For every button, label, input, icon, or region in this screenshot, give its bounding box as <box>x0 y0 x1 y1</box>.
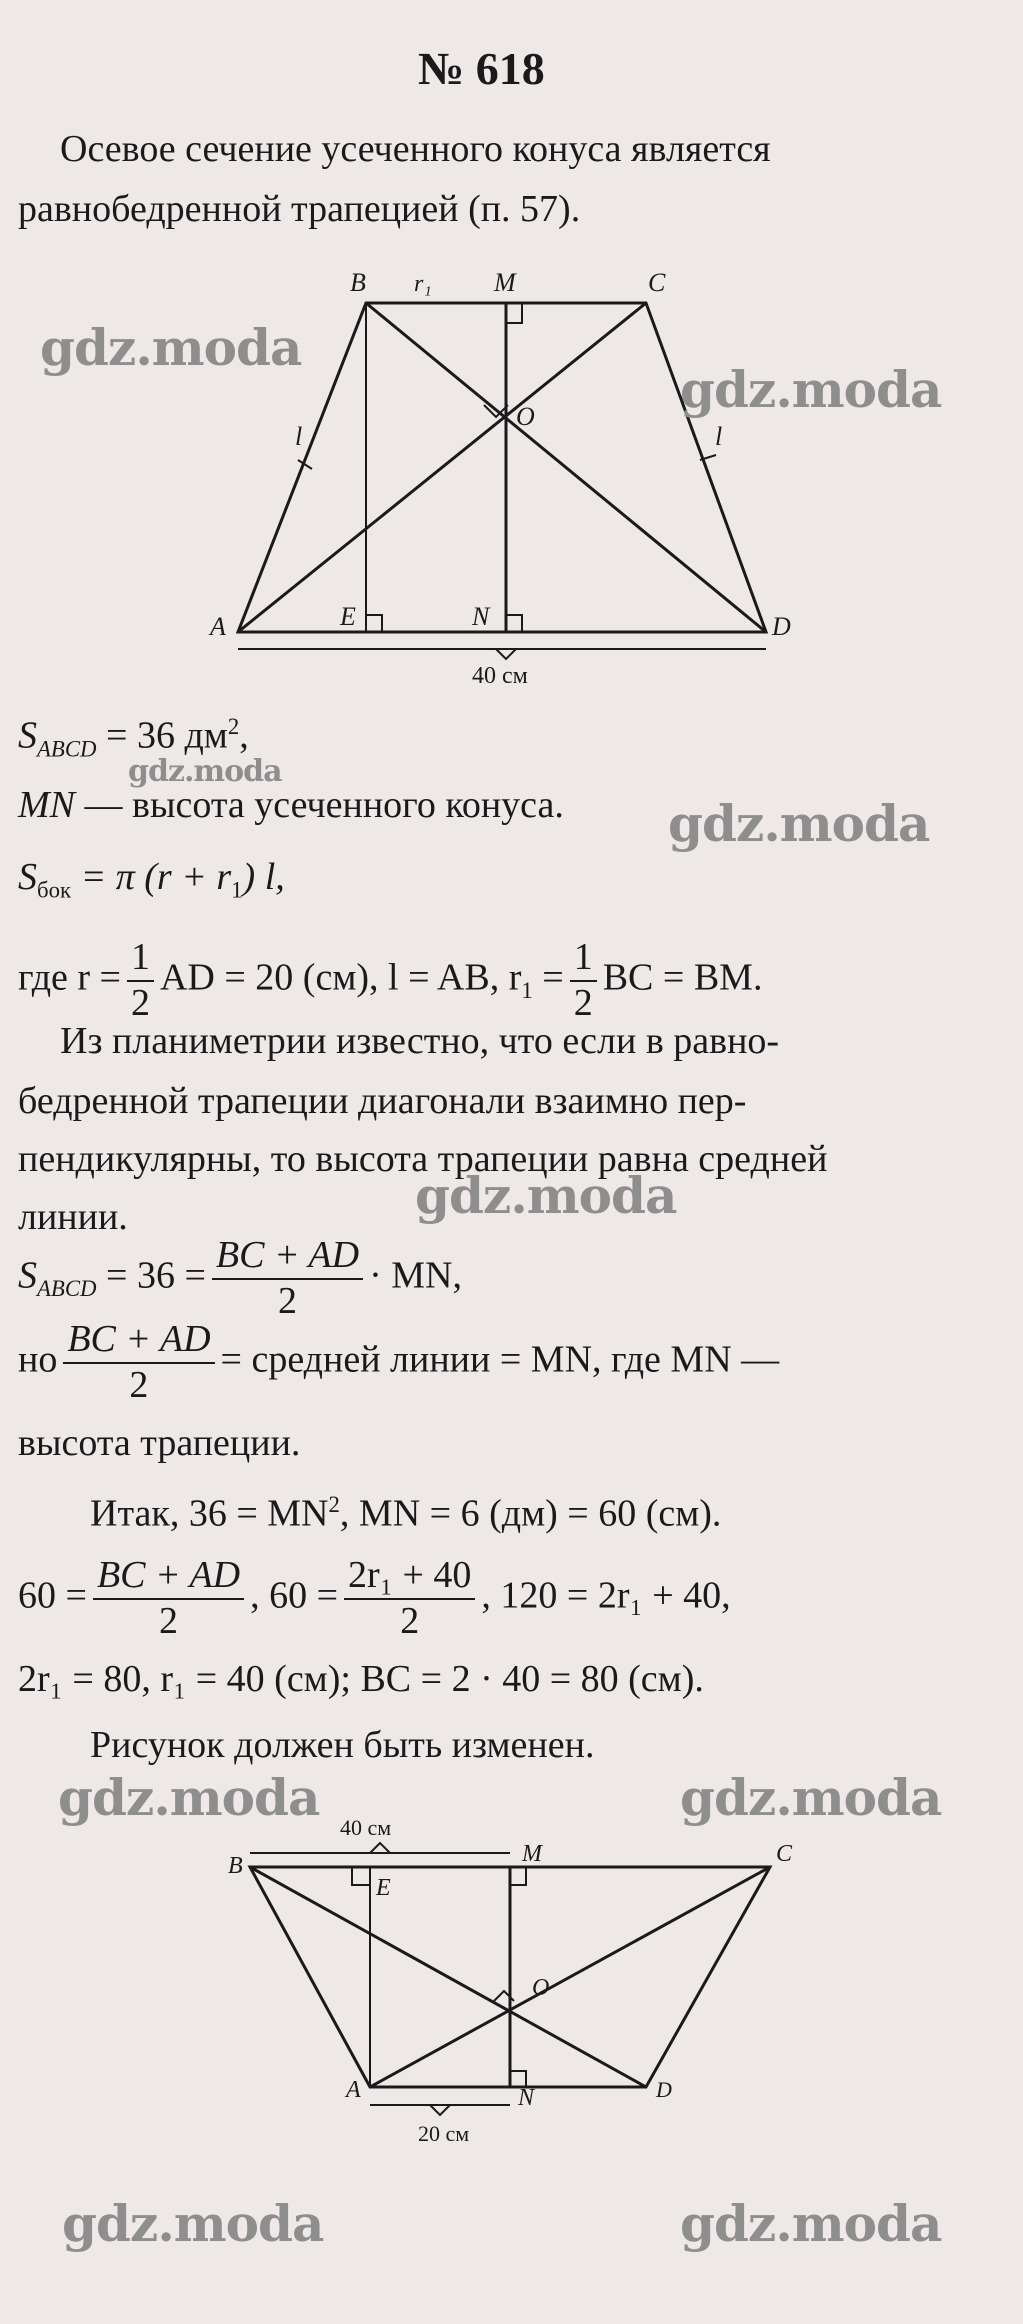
bottom-dimension-label: 40 см <box>472 663 528 689</box>
label-c: C <box>648 268 666 297</box>
label2-d: D <box>656 2077 672 2102</box>
watermark-8: gdz.moda <box>62 2194 324 2253</box>
equation-mid: , 60 = <box>250 1574 339 1617</box>
intro-line-2: равнобедренной трапецией (п. 57). <box>18 188 581 230</box>
half-2-num: 1 <box>570 938 597 982</box>
label2-e: E <box>376 1875 391 1901</box>
radius-den: 2 <box>400 1599 420 1642</box>
equation-line <box>18 1556 731 1642</box>
calc-no-tail: = средней линии = MN, где MN — <box>220 1338 780 1381</box>
half-fraction-1 <box>127 938 154 1024</box>
label-b: B <box>350 268 366 297</box>
calc-area-line <box>18 1236 462 1322</box>
intro-line-1: Осевое сечение усеченного конуса является <box>60 128 771 170</box>
label-r1: r₁ <box>414 271 432 297</box>
mn-line <box>18 786 564 824</box>
where-eq: = <box>532 956 564 999</box>
itak-lead: Итак, 36 = MN <box>90 1492 329 1535</box>
where-sub: 1 <box>521 978 533 1004</box>
half-2-den: 2 <box>573 981 593 1024</box>
label-l-right: l <box>715 422 723 451</box>
mn-variable: MN <box>18 784 75 826</box>
midline-3-den: 2 <box>159 1599 179 1642</box>
label-n: N <box>472 602 490 631</box>
final-result-line: 2r₁ = 80, r₁ = 40 (см); BC = 2 · 40 = 80 (см). <box>18 1658 704 1700</box>
midline-1-num: BC + AD <box>212 1236 363 1280</box>
watermark-2: gdz.moda <box>680 360 942 419</box>
trapezoid-1-outline <box>238 303 766 632</box>
top-dimension-label: 40 см <box>340 1815 392 1840</box>
mn-description: — высота усеченного конуса. <box>75 784 564 826</box>
itak-line <box>90 1494 721 1533</box>
problem-title: № 618 <box>418 43 545 94</box>
midline-fraction-2 <box>63 1320 214 1406</box>
watermark-3: gdz.moda <box>128 754 282 789</box>
bottom-brace-2-mark <box>430 2105 450 2115</box>
label2-m: M <box>522 1841 542 1867</box>
label-d: D <box>772 612 791 641</box>
equation-lead: 60 = <box>18 1574 87 1617</box>
equation-tail: , 120 = 2r₁ + 40, <box>481 1574 731 1617</box>
right-angle-n <box>506 615 522 632</box>
area-unit-power: 2 <box>227 714 240 739</box>
bottom-brace-mark <box>496 649 516 659</box>
area-value: = 36 дм <box>96 714 228 757</box>
trapezoid-height-line: высота трапеции. <box>18 1422 301 1464</box>
top-brace-mark <box>370 1843 390 1853</box>
lateral-area-symbol: S <box>18 856 37 898</box>
theory-line-1: Из планиметрии известно, что если в равно- <box>60 1020 780 1062</box>
where-line <box>18 938 762 1024</box>
conclusion-line: Рисунок должен быть изменен. <box>90 1724 595 1766</box>
right-angle-2-m <box>510 1867 526 1885</box>
theory-line-2: бедренной трапеции диагонали взаимно пер- <box>18 1080 747 1122</box>
label-l-left: l <box>295 422 303 451</box>
watermark-6: gdz.moda <box>58 1768 320 1827</box>
midline-fraction-1 <box>212 1236 363 1322</box>
lateral-area-tail: ) l, <box>242 856 285 898</box>
where-mid: AD = 20 (см), l = AB, r <box>159 956 522 999</box>
theory-line-4: линии. <box>18 1196 128 1238</box>
itak-tail: , MN = 6 (дм) = 60 (см). <box>339 1492 722 1535</box>
area-symbol: S <box>18 714 37 757</box>
area-subscript: ABCD <box>37 736 97 762</box>
calc-area-tail: · MN, <box>369 1254 462 1297</box>
midline-3-num: BC + AD <box>93 1556 244 1600</box>
half-1-num: 1 <box>127 938 154 982</box>
label2-a: A <box>346 2077 361 2103</box>
calc-no-line <box>18 1320 779 1406</box>
midline-2-den: 2 <box>129 1363 149 1406</box>
lateral-area-line <box>18 858 285 902</box>
midline-1-den: 2 <box>277 1279 297 1322</box>
watermark-9: gdz.moda <box>680 2194 942 2253</box>
right-angle-e <box>366 615 382 632</box>
lateral-area-sub1: 1 <box>231 877 243 903</box>
radius-num: 2r₁ + 40 <box>344 1556 475 1600</box>
right-angle-2-e <box>352 1867 370 1885</box>
watermark-1: gdz.moda <box>40 318 302 377</box>
trapezoid-figure-2 <box>210 1815 820 2165</box>
label2-b: B <box>228 1853 243 1879</box>
calc-area-sub: ABCD <box>37 1276 97 1302</box>
lateral-area-formula: = π (r + r <box>71 856 232 898</box>
bottom-dimension-2-label: 20 см <box>418 2121 470 2146</box>
midline-fraction-3 <box>93 1556 244 1642</box>
where-tail: BC = BM. <box>602 956 763 999</box>
label-e: E <box>340 602 356 631</box>
calc-area-symbol: S <box>18 1254 37 1297</box>
area-comma: , <box>239 714 249 757</box>
label-a: A <box>210 612 226 641</box>
where-lead: где r = <box>18 956 121 999</box>
label-m: M <box>494 268 516 297</box>
watermark-7: gdz.moda <box>680 1768 942 1827</box>
midline-2-num: BC + AD <box>63 1320 214 1364</box>
calc-no-lead: но <box>18 1338 58 1381</box>
half-1-den: 2 <box>130 981 150 1024</box>
watermark-4: gdz.moda <box>668 794 930 853</box>
lateral-area-subscript: бок <box>37 877 72 903</box>
itak-power: 2 <box>328 1492 340 1517</box>
diagonal-2-bc <box>370 1867 770 2087</box>
label2-n: N <box>518 2085 535 2111</box>
label2-o: O <box>532 1975 550 2001</box>
calc-area-eq: = 36 = <box>96 1254 206 1297</box>
label2-c: C <box>776 1841 793 1867</box>
theory-line-3: пендикулярны, то высота трапеции равна средней <box>18 1138 828 1180</box>
label-o: O <box>516 402 535 431</box>
half-fraction-2 <box>570 938 597 1024</box>
radius-fraction <box>344 1556 475 1642</box>
watermark-5: gdz.moda <box>415 1166 677 1225</box>
right-angle-m <box>506 303 522 323</box>
